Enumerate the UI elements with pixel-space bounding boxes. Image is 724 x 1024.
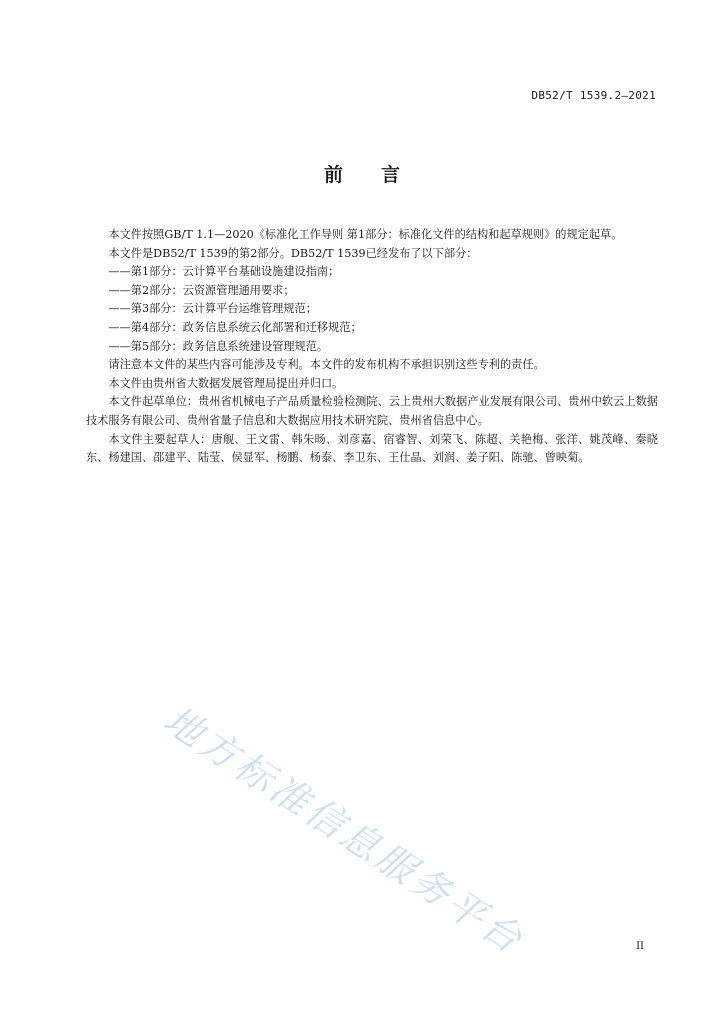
list-item-part-1: ——第1部分：云计算平台基础设施建设指南； [108,265,340,279]
page-title: 前言 [323,164,438,186]
list-item-part-4: ——第4部分：政务信息系统云化部署和迁移规范； [108,320,362,334]
document-body [86,226,658,468]
watermark: 地方标准信息服务平台 [156,697,533,964]
paragraph-parts-intro: 本文件是DB52/T 1539的第2部分。DB52/T 1539已经发布了以下部分： [108,246,478,260]
page-number: II [636,941,644,952]
list-item-part-2: ——第2部分：云资源管理通用要求； [108,283,295,297]
standard-code: DB52/T 1539.2—2021 [531,89,656,102]
paragraph-drafters: 本文件主要起草人：唐舰、王文雷、韩朱旸、刘彦嘉、宿睿智、刘荣飞、陈超、关艳梅、张洋、姚茂峰、秦晓东、杨建国、邵建平、陆莹、侯显军、杨鹏、杨泰、李卫东、王仕晶、刘润、姜子阳、陈驰、曾映菊。 [86,432,658,465]
paragraph-drafting-rules: 本文件按照GB/T 1.1—2020《标准化工作导则 第1部分：标准化文件的结构和起草规则》的规定起草。 [108,228,623,241]
paragraph-proposer: 本文件由贵州省大数据发展管理局提出并归口。 [108,376,344,390]
list-item-part-3: ——第3部分：云计算平台运维管理规范； [108,302,317,316]
list-item-part-5: ——第5部分：政务信息系统建设管理规范。 [108,339,329,353]
paragraph-patent-notice: 请注意本文件的某些内容可能涉及专利。本文件的发布机构不承担识别这些专利的责任。 [108,358,545,372]
paragraph-drafting-units: 本文件起草单位：贵州省机械电子产品质量检验检测院、云上贵州大数据产业发展有限公司、贵州中软云上数据技术服务有限公司、贵州省量子信息和大数据应用技术研究院、贵州省信息中心。 [86,395,658,427]
